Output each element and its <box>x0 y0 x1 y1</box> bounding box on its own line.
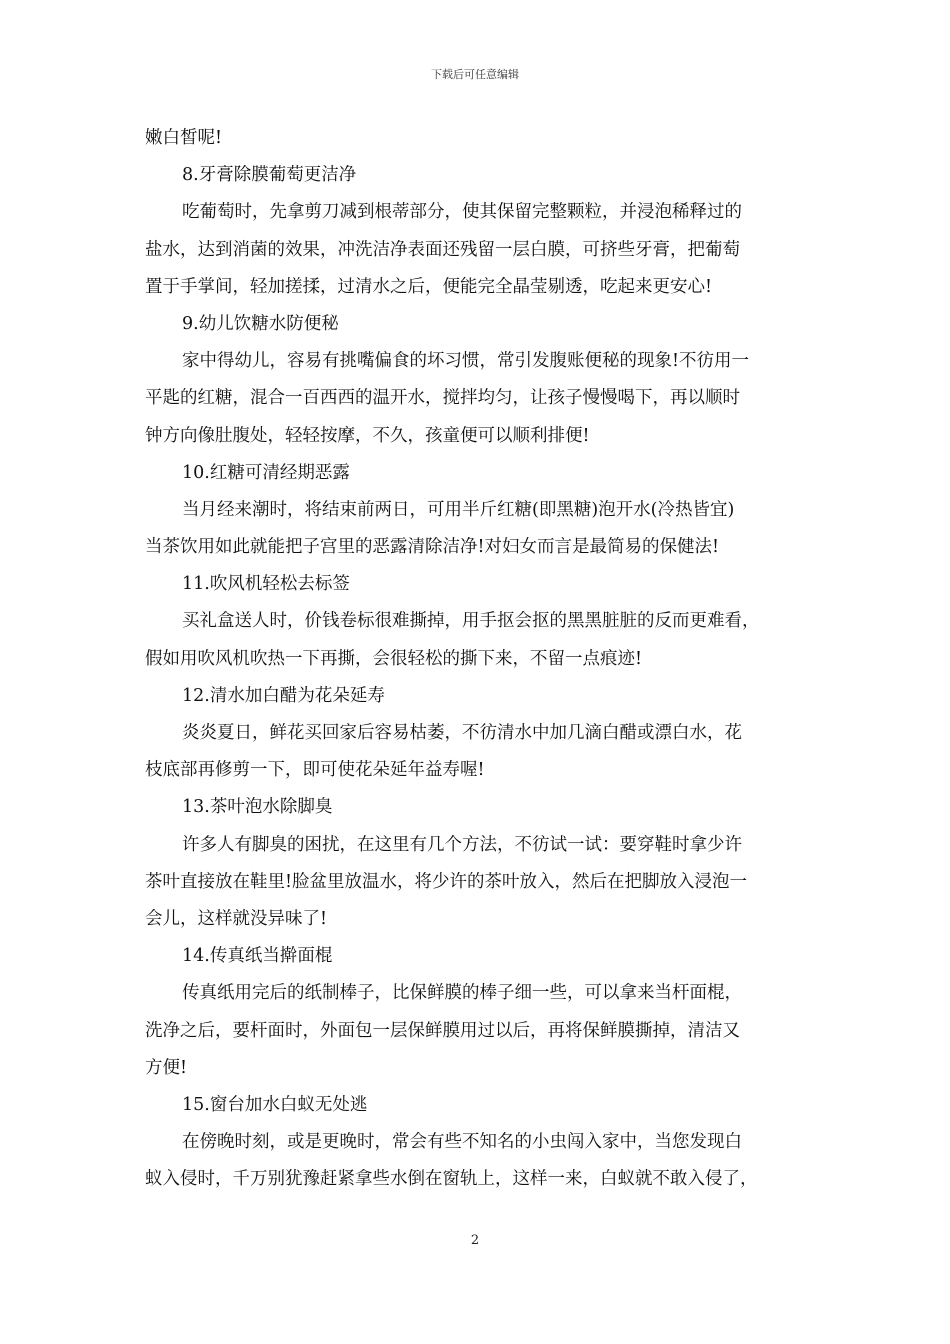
paragraph-line: 蚁入侵时，千万别犹豫赶紧拿些水倒在窗轨上，这样一来，白蚁就不敢入侵了， <box>145 1169 758 1190</box>
section-heading: 14.传真纸当擀面棍 <box>182 946 333 967</box>
document-body <box>145 120 809 1198</box>
paragraph-line: 洗净之后，要杆面时，外面包一层保鲜膜用过以后，再将保鲜膜撕掉，清洁又 <box>145 1020 740 1041</box>
paragraph-line: 在傍晚时刻，或是更晚时，常会有些不知名的小虫闯入家中，当您发现白 <box>182 1132 742 1153</box>
body-line: 嫩白皙呢! <box>145 128 223 148</box>
paragraph-line: 传真纸用完后的纸制棒子，比保鲜膜的棒子细一些，可以拿来当杆面棍， <box>182 983 742 1004</box>
section-heading: 8.牙膏除膜葡萄更洁净 <box>182 165 357 186</box>
paragraph-line: 会儿，这样就没异味了! <box>145 908 328 929</box>
section-heading: 9.幼儿饮糖水防便秘 <box>182 313 339 334</box>
section-heading: 10.红糖可清经期恶露 <box>182 462 350 483</box>
section-heading: 12.清水加白醋为花朵延寿 <box>182 685 385 706</box>
paragraph-line: 炎炎夏日，鲜花买回家后容易枯萎，不彷清水中加几滴白醋或漂白水，花 <box>182 723 742 743</box>
paragraph-line: 家中得幼儿，容易有挑嘴偏食的坏习惯，常引发腹账便秘的现象!不彷用一 <box>182 351 750 372</box>
paragraph-line: 假如用吹风机吹热一下再撕，会很轻松的撕下来，不留一点痕迹! <box>145 648 643 669</box>
paragraph-line: 平匙的红糖，混合一百西西的温开水，搅拌均匀，让孩子慢慢喝下，再以顺时 <box>145 388 740 409</box>
paragraph-line: 茶叶直接放在鞋里!脸盆里放温水，将少许的茶叶放入，然后在把脚放入浸泡一 <box>145 871 748 892</box>
paragraph-line: 置于手掌间，轻加搓揉，过清水之后，便能完全晶莹剔透，吃起来更安心! <box>145 276 713 297</box>
page-header: 下载后可任意编辑 <box>431 68 519 81</box>
section-heading: 13.茶叶泡水除脚臭 <box>182 797 333 818</box>
paragraph-line: 方便! <box>145 1057 188 1078</box>
paragraph-line: 当月经来潮时，将结束前两日，可用半斤红糖(即黑糖)泡开水(冷热皆宜) <box>182 499 735 520</box>
section-heading: 11.吹风机轻松去标签 <box>182 574 350 595</box>
page-number: 2 <box>470 1233 480 1248</box>
paragraph-line: 枝底部再修剪一下，即可使花朵延年益寿喔! <box>145 760 485 781</box>
paragraph-line: 钟方向像肚腹处，轻轻按摩，不久，孩童便可以顺利排便! <box>145 425 590 446</box>
paragraph-line: 许多人有脚臭的困扰，在这里有几个方法，不彷试一试：要穿鞋时拿少许 <box>182 834 742 855</box>
paragraph-line: 盐水，达到消菌的效果，冲洗洁净表面还残留一层白膜，可挤些牙膏，把葡萄 <box>145 239 740 260</box>
paragraph-line: 吃葡萄时，先拿剪刀减到根蒂部分，使其保留完整颗粒，并浸泡稀释过的 <box>182 202 742 223</box>
paragraph-line: 买礼盒送人时，价钱卷标很难撕掉，用手抠会抠的黑黑脏脏的反而更难看， <box>182 611 760 632</box>
paragraph-line: 当茶饮用如此就能把子宫里的恶露清除洁净!对妇女而言是最简易的保健法! <box>145 537 720 558</box>
section-heading: 15.窗台加水白蚁无处逃 <box>182 1094 368 1115</box>
